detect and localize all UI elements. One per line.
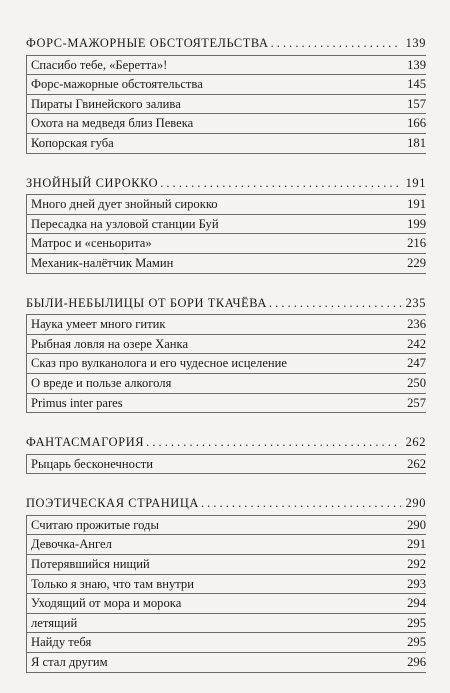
section-title: ЗНОЙНЫЙ СИРОККО [26, 175, 159, 190]
entry-list [26, 194, 426, 273]
section-title: БЫЛИ-НЕБЫЛИЦЫ ОТ БОРИ ТКАЧЁВА [26, 295, 267, 310]
entry-title: Девочка-Ангел [31, 537, 112, 552]
entry-list [26, 314, 426, 413]
list-item [27, 455, 426, 475]
entry-title: Копорская губа [31, 135, 114, 150]
entry-title: О вреде и пользе алкоголя [31, 375, 172, 390]
entry-page: 236 [407, 317, 426, 332]
entry-page: 199 [407, 216, 426, 231]
entry-title: Форс-мажорные обстоятельства [31, 77, 203, 92]
entry-page: 216 [407, 236, 426, 251]
toc-section [26, 174, 426, 274]
section-page: 235 [405, 295, 426, 310]
entry-page: 292 [407, 557, 426, 572]
section-title: ФАНТАСМАГОРИЯ [26, 435, 145, 450]
entry-title: Пираты Гвинейского залива [31, 96, 181, 111]
entry-page: 296 [407, 655, 426, 670]
entry-title: Рыцарь бесконечности [31, 456, 154, 471]
entry-page: 247 [407, 356, 426, 371]
list-item [27, 614, 426, 634]
list-item [27, 555, 426, 575]
list-item [27, 394, 426, 414]
list-item [27, 215, 426, 235]
section-page: 191 [405, 175, 426, 190]
entry-title: Спасибо тебе, «Беретта»! [31, 57, 168, 72]
entry-title: Наука умеет много гитик [31, 317, 166, 332]
entry-page: 229 [407, 255, 426, 270]
entry-page: 145 [407, 77, 426, 92]
leader-dots [146, 433, 401, 452]
list-item [27, 134, 426, 154]
entry-page: 295 [407, 615, 426, 630]
entry-page: 181 [407, 135, 426, 150]
list-item [27, 114, 426, 134]
leader-dots [271, 34, 401, 53]
entry-title: Охота на медведя близ Певека [31, 116, 194, 131]
entry-page: 293 [407, 576, 426, 591]
entry-list [26, 454, 426, 475]
entry-page: 262 [407, 456, 426, 471]
section-page: 290 [405, 496, 426, 511]
list-item [27, 234, 426, 254]
entry-page: 139 [407, 57, 426, 72]
entry-title: Только я знаю, что там внутри [31, 576, 194, 591]
section-title: ПОЭТИЧЕСКАЯ СТРАНИЦА [26, 496, 199, 511]
section-heading [26, 294, 426, 313]
entry-title: Пересадка на узловой станции Буй [31, 216, 219, 231]
list-item [27, 75, 426, 95]
list-item [27, 335, 426, 355]
entry-page: 166 [407, 116, 426, 131]
entry-page: 291 [407, 537, 426, 552]
entry-title: Я стал другим [31, 655, 108, 670]
entry-title: Много дней дует знойный сирокко [31, 197, 218, 212]
entry-page: 295 [407, 635, 426, 650]
entry-title: летящий [31, 615, 78, 630]
list-item [27, 575, 426, 595]
section-heading [26, 34, 426, 53]
list-item [27, 653, 426, 673]
leader-dots [201, 494, 401, 513]
entry-page: 257 [407, 395, 426, 410]
leader-dots [160, 174, 401, 193]
section-page: 139 [405, 36, 426, 50]
entry-page: 290 [407, 517, 426, 532]
entry-page: 250 [407, 375, 426, 390]
section-page: 262 [405, 435, 426, 450]
entry-title: Primus inter pares [31, 395, 123, 410]
section-title: ФОРС-МАЖОРНЫЕ ОБСТОЯТЕЛЬСТВА [26, 36, 269, 50]
leader-dots [269, 294, 401, 313]
list-item [27, 354, 426, 374]
toc-section [26, 34, 426, 154]
list-item [27, 516, 426, 536]
entry-list [26, 55, 426, 154]
entry-title: Считаю прожитые годы [31, 517, 159, 532]
table-of-contents [26, 34, 426, 693]
list-item [27, 594, 426, 614]
entry-page: 191 [407, 197, 426, 212]
entry-title: Найду тебя [31, 635, 92, 650]
entry-title: Уходящий от мора и морока [31, 596, 182, 611]
entry-title: Матрос и «сеньорита» [31, 236, 152, 251]
list-item [27, 315, 426, 335]
list-item [27, 535, 426, 555]
list-item [27, 56, 426, 76]
list-item [27, 95, 426, 115]
list-item [27, 374, 426, 394]
entry-title: Потерявшийся нищий [31, 557, 150, 572]
entry-page: 294 [407, 596, 426, 611]
toc-section [26, 494, 426, 672]
list-item [27, 633, 426, 653]
section-heading [26, 433, 426, 452]
list-item [27, 195, 426, 215]
list-item [27, 254, 426, 274]
section-heading [26, 174, 426, 193]
toc-section [26, 294, 426, 414]
entry-list [26, 515, 426, 673]
section-heading [26, 494, 426, 513]
entry-page: 242 [407, 336, 426, 351]
entry-title: Механик-налётчик Мамин [31, 255, 174, 270]
entry-title: Рыбная ловля на озере Ханка [31, 336, 189, 351]
entry-page: 157 [407, 96, 426, 111]
toc-section [26, 433, 426, 474]
entry-title: Сказ про вулканолога и его чудесное исцеление [31, 356, 287, 371]
